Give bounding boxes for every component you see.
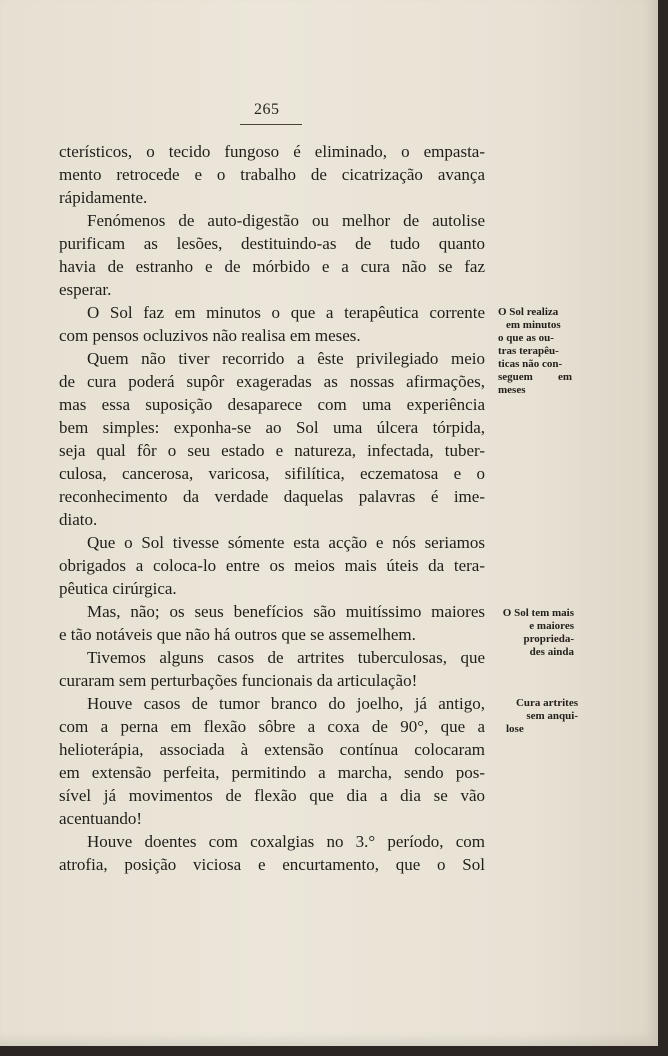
text-line: mas essa suposição desaparece com uma experiência xyxy=(59,395,485,414)
text-line: Que o Sol tivesse sómente esta acção e nós seriamos xyxy=(87,533,485,552)
margin-note-line: sem anqui- xyxy=(526,710,578,722)
text-line: seja qual fôr o seu estado e natureza, infectada, tuber- xyxy=(59,441,485,460)
margin-note-line: lose xyxy=(506,723,524,735)
text-line: culosa, cancerosa, varicosa, sifilítica, eczematosa e o xyxy=(59,464,485,483)
text-line: O Sol faz em minutos o que a terapêutica corrente xyxy=(87,303,485,322)
text-line: diato. xyxy=(59,510,98,529)
margin-note-line: em minutos xyxy=(506,319,561,331)
margin-note-line: meses xyxy=(498,384,526,396)
text-line: Houve casos de tumor branco do joelho, já antigo, xyxy=(87,694,485,713)
margin-note-line: tras terapêu- xyxy=(498,345,559,357)
text-line: Tivemos alguns casos de artrites tuberculosas, que xyxy=(87,648,485,667)
text-line: Quem não tiver recorrido a êste privilegiado meio xyxy=(87,349,485,368)
text-line: de cura poderá supôr exageradas as nossas afirmações, xyxy=(59,372,485,391)
page-number-rule xyxy=(240,124,302,125)
margin-note-line: seguem em xyxy=(498,371,572,383)
margin-note-line: O Sol realiza xyxy=(498,306,559,318)
text-line: Mas, não; os seus benefícios são muitíssimo maiores xyxy=(87,602,485,621)
text-line: curaram sem perturbações funcionais da articulação! xyxy=(59,671,418,690)
text-line: havia de estranho e de mórbido e a cura não se faz xyxy=(59,257,485,276)
text-line: e tão notáveis que não há outros que se assemelhem. xyxy=(59,625,416,644)
text-line: atrofia, posição viciosa e encurtamento, que o Sol xyxy=(59,855,485,874)
margin-note-line: O Sol tem mais xyxy=(502,607,574,619)
text-line: rápidamente. xyxy=(59,188,148,207)
text-line: reconhecimento da verdade daquelas palavras é ime- xyxy=(59,487,485,506)
margin-note-cura-artrites xyxy=(506,697,578,736)
text-line: sível já movimentos de flexão que dia a dia se vão xyxy=(59,786,485,805)
text-line: cterísticos, o tecido fungoso é eliminado, o empasta- xyxy=(59,142,485,161)
margin-note-sol-tem-mais xyxy=(494,607,574,659)
margin-note-line: ticas não con- xyxy=(498,358,563,370)
margin-note-line: des ainda xyxy=(529,646,574,658)
margin-note-line: o que as ou- xyxy=(498,332,554,344)
text-line: em extensão perfeita, permitindo a marcha, sendo pos- xyxy=(59,763,485,782)
margin-note-line: proprieda- xyxy=(523,633,574,645)
text-line: com a perna em flexão sôbre a coxa de 90°, que a xyxy=(59,717,485,736)
text-line: helioterápia, associada à extensão contínua colocaram xyxy=(59,740,485,759)
text-line: Fenómenos de auto-digestão ou melhor de autolise xyxy=(87,211,485,230)
text-line: pêutica cirúrgica. xyxy=(59,579,177,598)
text-line: acentuando! xyxy=(59,809,143,828)
text-line: mento retrocede e o trabalho de cicatrização avança xyxy=(59,165,485,184)
text-line: purificam as lesões, destituindo-as de tudo quanto xyxy=(59,234,485,253)
margin-note-sol-realiza xyxy=(498,306,572,397)
text-line: com pensos ocluzivos não realisa em meses. xyxy=(59,326,361,345)
margin-note-line: e maiores xyxy=(529,620,574,632)
page-number: 265 xyxy=(254,101,280,118)
text-line: obrigados a coloca-lo entre os meios mais úteis da tera- xyxy=(59,556,485,575)
body-text xyxy=(59,140,485,876)
text-line: bem simples: exponha-se ao Sol uma úlcera tórpida, xyxy=(59,418,485,437)
text-line: Houve doentes com coxalgias no 3.° período, com xyxy=(87,832,485,851)
text-line: esperar. xyxy=(59,280,112,299)
margin-note-line: Cura artrites xyxy=(515,697,578,709)
